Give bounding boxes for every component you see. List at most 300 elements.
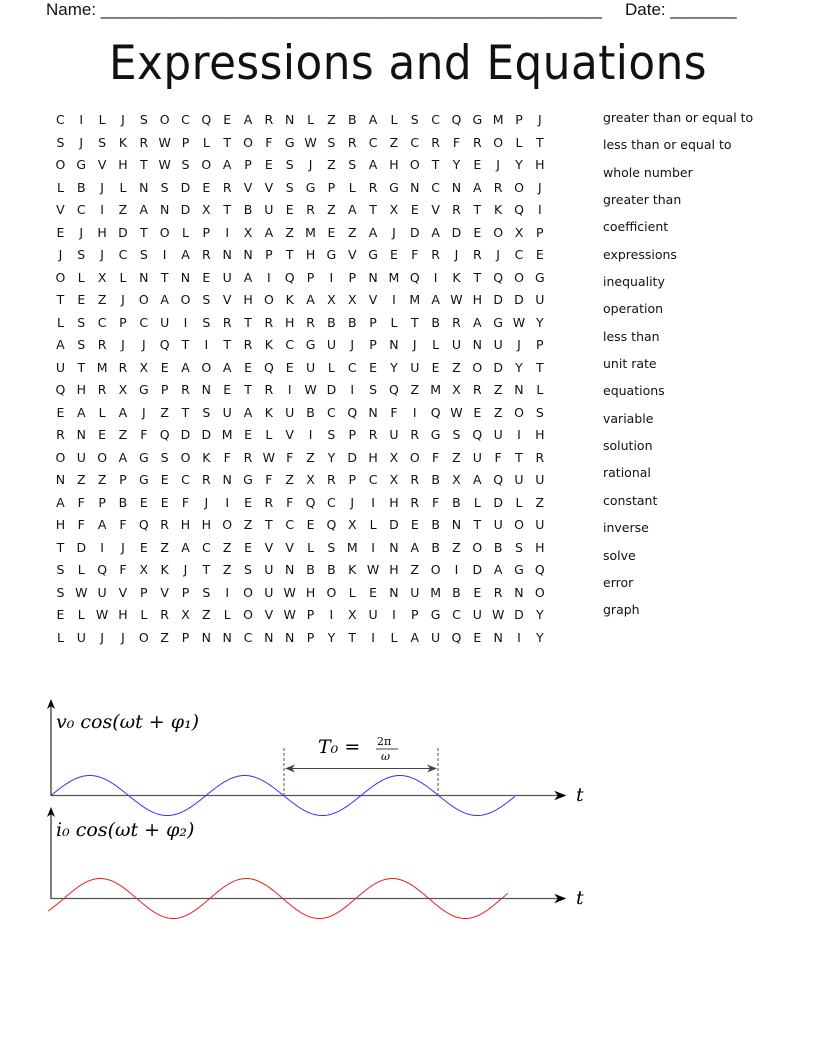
grid-letter: Q <box>326 517 337 532</box>
grid-letter: Z <box>160 629 169 645</box>
grid-letter: M <box>492 112 504 127</box>
grid-letter: O <box>180 292 191 307</box>
grid-letter: O <box>514 404 524 420</box>
grid-letter: Q <box>201 112 212 127</box>
grid-letter: G <box>138 472 149 487</box>
grid-letter: L <box>56 179 64 195</box>
grid-letter: E <box>369 584 378 600</box>
grid-letter: N <box>410 179 420 195</box>
grid-letter: J <box>537 179 542 195</box>
grid-letter: R <box>160 517 169 532</box>
grid-letter: N <box>451 179 462 195</box>
grid-letter: U <box>493 427 503 442</box>
grid-row <box>50 537 550 560</box>
grid-letter: O <box>534 584 545 600</box>
grid-row <box>50 469 550 492</box>
grid-letter: Z <box>410 382 420 397</box>
grid-letter: E <box>410 202 419 217</box>
grid-letter: Y <box>452 157 461 172</box>
grid-letter: A <box>368 224 378 240</box>
grid-letter: I <box>79 112 84 127</box>
grid-letter: L <box>432 337 440 352</box>
grid-letter: J <box>537 112 542 127</box>
grid-letter: T <box>56 539 65 555</box>
grid-letter: D <box>389 517 399 532</box>
bottom-t-axis-label: t <box>576 887 584 909</box>
grid-letter: K <box>202 449 211 465</box>
grid-row <box>50 267 550 290</box>
grid-letter: P <box>244 157 252 172</box>
grid-letter: D <box>409 224 420 240</box>
grid-letter: L <box>77 269 85 285</box>
grid-letter: S <box>139 247 148 262</box>
grid-letter: Q <box>534 562 545 577</box>
grid-letter: Y <box>515 359 523 375</box>
grid-letter: Q <box>159 427 170 442</box>
grid-letter: S <box>327 427 336 442</box>
grid-letter: J <box>58 247 63 262</box>
grid-letter: B <box>306 404 315 420</box>
grid-letter: Q <box>389 382 399 397</box>
grid-letter: D <box>472 562 483 577</box>
grid-row <box>50 492 550 515</box>
grid-letter: O <box>472 359 483 375</box>
grid-letter: H <box>472 292 482 307</box>
grid-letter: L <box>348 179 356 195</box>
grid-letter: N <box>222 629 232 645</box>
grid-letter: T <box>223 134 231 150</box>
grid-letter: G <box>430 427 441 442</box>
grid-letter: T <box>223 337 231 352</box>
grid-letter: F <box>223 449 231 465</box>
grid-letter: U <box>76 629 86 645</box>
grid-letter: R <box>160 607 169 622</box>
grid-letter: V <box>368 292 378 307</box>
grid-letter: G <box>389 179 399 195</box>
grid-letter: A <box>410 629 420 645</box>
grid-letter: Q <box>493 269 504 285</box>
grid-letter: Q <box>55 382 66 397</box>
grid-letter: P <box>119 472 127 487</box>
grid-letter: P <box>327 179 336 195</box>
grid-letter: V <box>160 584 169 600</box>
grid-letter: E <box>285 359 294 375</box>
grid-letter: Z <box>327 202 336 217</box>
grid-letter: L <box>77 562 85 577</box>
grid-letter: V <box>118 584 128 600</box>
grid-letter: O <box>55 449 66 465</box>
grid-letter: Q <box>138 517 149 532</box>
grid-row <box>50 402 550 425</box>
grid-letter: B <box>452 494 461 510</box>
grid-letter: J <box>121 337 125 352</box>
word-search-grid <box>50 109 550 649</box>
grid-letter: E <box>56 404 65 420</box>
grid-letter: R <box>264 314 274 330</box>
grid-letter: D <box>514 292 524 307</box>
grid-letter: W <box>512 314 526 330</box>
grid-letter: E <box>223 112 232 127</box>
grid-letter: U <box>305 359 316 375</box>
grid-letter: D <box>201 427 212 442</box>
grid-letter: F <box>265 134 273 150</box>
grid-letter: C <box>139 314 149 330</box>
grid-letter: S <box>77 337 86 352</box>
grid-letter: Q <box>305 494 316 510</box>
grid-letter: D <box>326 382 337 397</box>
grid-row <box>50 199 550 222</box>
grid-letter: W <box>262 449 276 465</box>
grid-letter: M <box>430 584 441 600</box>
grid-letter: X <box>306 472 315 487</box>
grid-letter: J <box>412 337 417 352</box>
grid-letter: U <box>264 562 274 577</box>
grid-letter: J <box>121 629 125 645</box>
grid-letter: L <box>223 607 231 622</box>
grid-letter: O <box>430 562 441 577</box>
grid-letter: Y <box>536 607 544 622</box>
grid-letter: W <box>304 134 317 150</box>
grid-letter: L <box>265 427 273 442</box>
grid-letter: O <box>138 292 149 307</box>
grid-letter: Q <box>409 269 420 285</box>
grid-letter: N <box>472 337 482 352</box>
grid-letter: J <box>183 562 188 577</box>
grid-letter: P <box>140 584 148 600</box>
grid-letter: E <box>473 584 482 600</box>
grid-letter: C <box>452 607 461 622</box>
grid-letter: V <box>431 202 440 217</box>
grid-letter: N <box>139 179 149 195</box>
grid-letter: E <box>56 607 65 622</box>
grid-letter: E <box>244 427 252 442</box>
grid-letter: Z <box>327 157 336 172</box>
grid-letter: E <box>431 359 440 375</box>
grid-letter: I <box>392 292 396 307</box>
grid-letter: G <box>493 314 503 330</box>
grid-letter: S <box>77 314 86 330</box>
grid-letter: T <box>536 134 544 150</box>
grid-letter: U <box>451 337 462 352</box>
grid-letter: P <box>119 314 127 330</box>
grid-letter: R <box>97 337 107 352</box>
grid-letter: T <box>265 517 273 532</box>
grid-letter: Q <box>347 404 358 420</box>
grid-letter: A <box>493 562 503 577</box>
grid-letter: B <box>431 314 440 330</box>
grid-letter: J <box>517 337 521 352</box>
grid-letter: R <box>452 202 461 217</box>
grid-letter: J <box>141 404 146 420</box>
grid-letter: P <box>369 314 377 330</box>
grid-letter: X <box>243 224 253 240</box>
grid-letter: R <box>306 314 315 330</box>
grid-letter: J <box>79 224 84 240</box>
grid-letter: R <box>222 314 232 330</box>
grid-letter: L <box>182 224 189 240</box>
grid-letter: F <box>432 494 440 510</box>
grid-letter: L <box>536 382 544 397</box>
grid-letter: N <box>451 517 462 532</box>
grid-letter: N <box>389 584 399 600</box>
grid-letter: S <box>202 584 211 600</box>
grid-letter: D <box>180 179 191 195</box>
grid-letter: E <box>244 494 252 510</box>
grid-letter: A <box>368 157 378 172</box>
grid-letter: A <box>181 247 190 262</box>
grid-letter: U <box>76 449 86 465</box>
grid-letter: C <box>285 337 295 352</box>
grid-row <box>50 154 550 177</box>
grid-letter: R <box>410 494 420 510</box>
grid-letter: G <box>534 269 545 285</box>
grid-letter: J <box>308 157 313 172</box>
grid-letter: I <box>329 269 334 285</box>
grid-letter: J <box>496 247 500 262</box>
grid-letter: U <box>535 292 545 307</box>
grid-letter: X <box>202 202 211 217</box>
grid-letter: Z <box>327 112 336 127</box>
grid-letter: S <box>202 404 211 420</box>
grid-letter: B <box>306 562 315 577</box>
grid-letter: T <box>202 562 211 577</box>
grid-letter: M <box>430 382 441 397</box>
grid-letter: E <box>244 359 252 375</box>
grid-letter: C <box>347 359 357 375</box>
grid-letter: Z <box>118 427 128 442</box>
word-list-item: equations <box>603 383 665 399</box>
grid-letter: A <box>473 179 482 195</box>
grid-row <box>50 514 550 537</box>
grid-letter: S <box>348 157 357 172</box>
grid-letter: I <box>433 269 438 285</box>
grid-letter: R <box>535 449 545 465</box>
grid-letter: I <box>100 202 104 217</box>
grid-letter: H <box>118 607 128 622</box>
grid-letter: D <box>76 539 87 555</box>
grid-letter: R <box>410 472 420 487</box>
grid-letter: N <box>201 382 211 397</box>
grid-letter: T <box>431 157 440 172</box>
grid-letter: R <box>181 382 190 397</box>
grid-letter: U <box>493 337 503 352</box>
grid-letter: F <box>286 494 294 510</box>
grid-letter: B <box>431 517 440 532</box>
grid-letter: H <box>535 427 545 442</box>
grid-letter: S <box>181 157 190 172</box>
grid-letter: U <box>431 629 441 645</box>
grid-letter: D <box>180 202 191 217</box>
grid-letter: K <box>285 292 294 307</box>
grid-letter: U <box>472 607 482 622</box>
grid-letter: E <box>77 292 86 307</box>
grid-letter: Q <box>263 359 274 375</box>
grid-letter: Q <box>472 427 483 442</box>
grid-letter: D <box>493 292 503 307</box>
grid-letter: H <box>180 517 191 532</box>
grid-letter: T <box>139 224 148 240</box>
name-field-label: Name: _____________________________________________________ <box>46 0 602 19</box>
grid-letter: L <box>369 517 377 532</box>
grid-letter: E <box>98 427 107 442</box>
grid-letter: S <box>202 292 211 307</box>
grid-letter: N <box>222 247 232 262</box>
grid-row <box>50 424 550 447</box>
grid-letter: I <box>225 494 230 510</box>
grid-letter: X <box>347 607 357 622</box>
grid-letter: L <box>390 314 398 330</box>
grid-letter: R <box>327 472 336 487</box>
grid-letter: T <box>181 337 190 352</box>
grid-letter: B <box>327 314 336 330</box>
grid-letter: P <box>306 629 315 645</box>
grid-letter: E <box>473 157 482 172</box>
grid-letter: N <box>285 629 295 645</box>
grid-letter: K <box>118 134 128 150</box>
grid-letter: N <box>368 269 378 285</box>
grid-letter: H <box>368 449 378 465</box>
grid-letter: J <box>121 112 125 127</box>
word-list-item: error <box>603 574 634 590</box>
grid-letter: G <box>138 382 149 397</box>
grid-letter: E <box>306 517 315 532</box>
grid-letter: N <box>493 629 503 645</box>
grid-letter: P <box>160 382 169 397</box>
page-title: Expressions and Equations <box>108 36 708 91</box>
grid-letter: S <box>244 562 252 577</box>
grid-letter: U <box>535 472 545 487</box>
grid-letter: T <box>244 314 252 330</box>
grid-letter: W <box>158 157 171 172</box>
grid-letter: H <box>305 247 316 262</box>
grid-letter: N <box>389 337 399 352</box>
grid-letter: J <box>121 539 125 555</box>
grid-letter: R <box>201 247 211 262</box>
grid-letter: L <box>327 359 335 375</box>
grid-letter: I <box>225 224 230 240</box>
word-list-item: rational <box>603 465 651 481</box>
grid-letter: H <box>285 314 295 330</box>
grid-letter: H <box>243 292 253 307</box>
grid-letter: I <box>329 607 334 622</box>
grid-letter: N <box>180 269 191 285</box>
grid-row <box>50 312 550 335</box>
grid-letter: Z <box>535 494 545 510</box>
grid-letter: Y <box>536 629 544 645</box>
top-graph <box>51 700 584 816</box>
grid-letter: C <box>431 179 440 195</box>
grid-letter: R <box>431 247 440 262</box>
grid-letter: W <box>95 607 109 622</box>
grid-letter: G <box>284 134 295 150</box>
grid-letter: L <box>473 494 481 510</box>
grid-letter: E <box>410 517 419 532</box>
grid-letter: L <box>515 494 523 510</box>
grid-letter: E <box>223 382 232 397</box>
grid-letter: F <box>77 517 85 532</box>
grid-letter: D <box>347 449 358 465</box>
grid-letter: Z <box>410 562 420 577</box>
top-wave-label: v₀ cos(ωt + φ₁) <box>56 711 200 733</box>
grid-letter: I <box>517 629 521 645</box>
grid-letter: U <box>97 584 107 600</box>
period-denominator: ω <box>381 750 390 763</box>
grid-letter: U <box>160 314 170 330</box>
grid-letter: V <box>285 539 294 555</box>
grid-letter: O <box>97 449 108 465</box>
grid-letter: R <box>368 179 378 195</box>
grid-letter: O <box>243 134 253 150</box>
grid-letter: Z <box>118 202 128 217</box>
grid-letter: Q <box>430 404 441 420</box>
grid-letter: J <box>79 134 84 150</box>
grid-letter: R <box>264 112 274 127</box>
grid-letter: P <box>98 494 106 510</box>
grid-letter: H <box>76 382 86 397</box>
grid-letter: S <box>160 449 169 465</box>
grid-letter: E <box>327 224 336 240</box>
grid-letter: U <box>285 404 295 420</box>
grid-letter: A <box>222 359 232 375</box>
grid-letter: S <box>535 404 544 420</box>
grid-letter: R <box>452 314 461 330</box>
grid-letter: J <box>350 494 355 510</box>
grid-letter: A <box>306 292 315 307</box>
grid-letter: E <box>473 404 482 420</box>
grid-letter: R <box>118 359 128 375</box>
grid-letter: P <box>348 427 356 442</box>
grid-letter: K <box>452 269 461 285</box>
grid-letter: O <box>201 359 212 375</box>
grid-letter: E <box>244 539 252 555</box>
grid-letter: A <box>222 157 232 172</box>
grid-letter: V <box>97 157 107 172</box>
grid-letter: M <box>388 269 400 285</box>
grid-letter: G <box>305 179 316 195</box>
grid-letter: B <box>118 494 128 510</box>
grid-letter: R <box>56 427 65 442</box>
grid-letter: E <box>473 224 482 240</box>
grid-letter: P <box>202 224 211 240</box>
grid-letter: K <box>264 337 273 352</box>
grid-letter: O <box>326 584 337 600</box>
grid-letter: C <box>76 202 86 217</box>
grid-letter: U <box>55 359 65 375</box>
grid-letter: X <box>389 472 399 487</box>
grid-letter: A <box>473 314 482 330</box>
grid-letter: T <box>160 269 169 285</box>
grid-letter: Z <box>389 134 399 150</box>
grid-letter: R <box>139 134 149 150</box>
grid-letter: I <box>371 629 375 645</box>
grid-letter: S <box>56 584 65 600</box>
grid-letter: A <box>431 292 440 307</box>
grid-letter: U <box>326 337 336 352</box>
grid-letter: E <box>285 202 294 217</box>
grid-letter: S <box>56 134 65 150</box>
grid-letter: Z <box>285 224 294 240</box>
grid-letter: F <box>140 427 148 442</box>
grid-letter: X <box>514 224 524 240</box>
grid-letter: X <box>139 562 149 577</box>
grid-letter: U <box>222 404 232 420</box>
grid-letter: O <box>409 157 420 172</box>
grid-letter: X <box>181 607 190 622</box>
grid-letter: Z <box>493 404 503 420</box>
grid-letter: O <box>138 629 149 645</box>
grid-letter: O <box>180 449 191 465</box>
grid-row <box>50 582 550 605</box>
